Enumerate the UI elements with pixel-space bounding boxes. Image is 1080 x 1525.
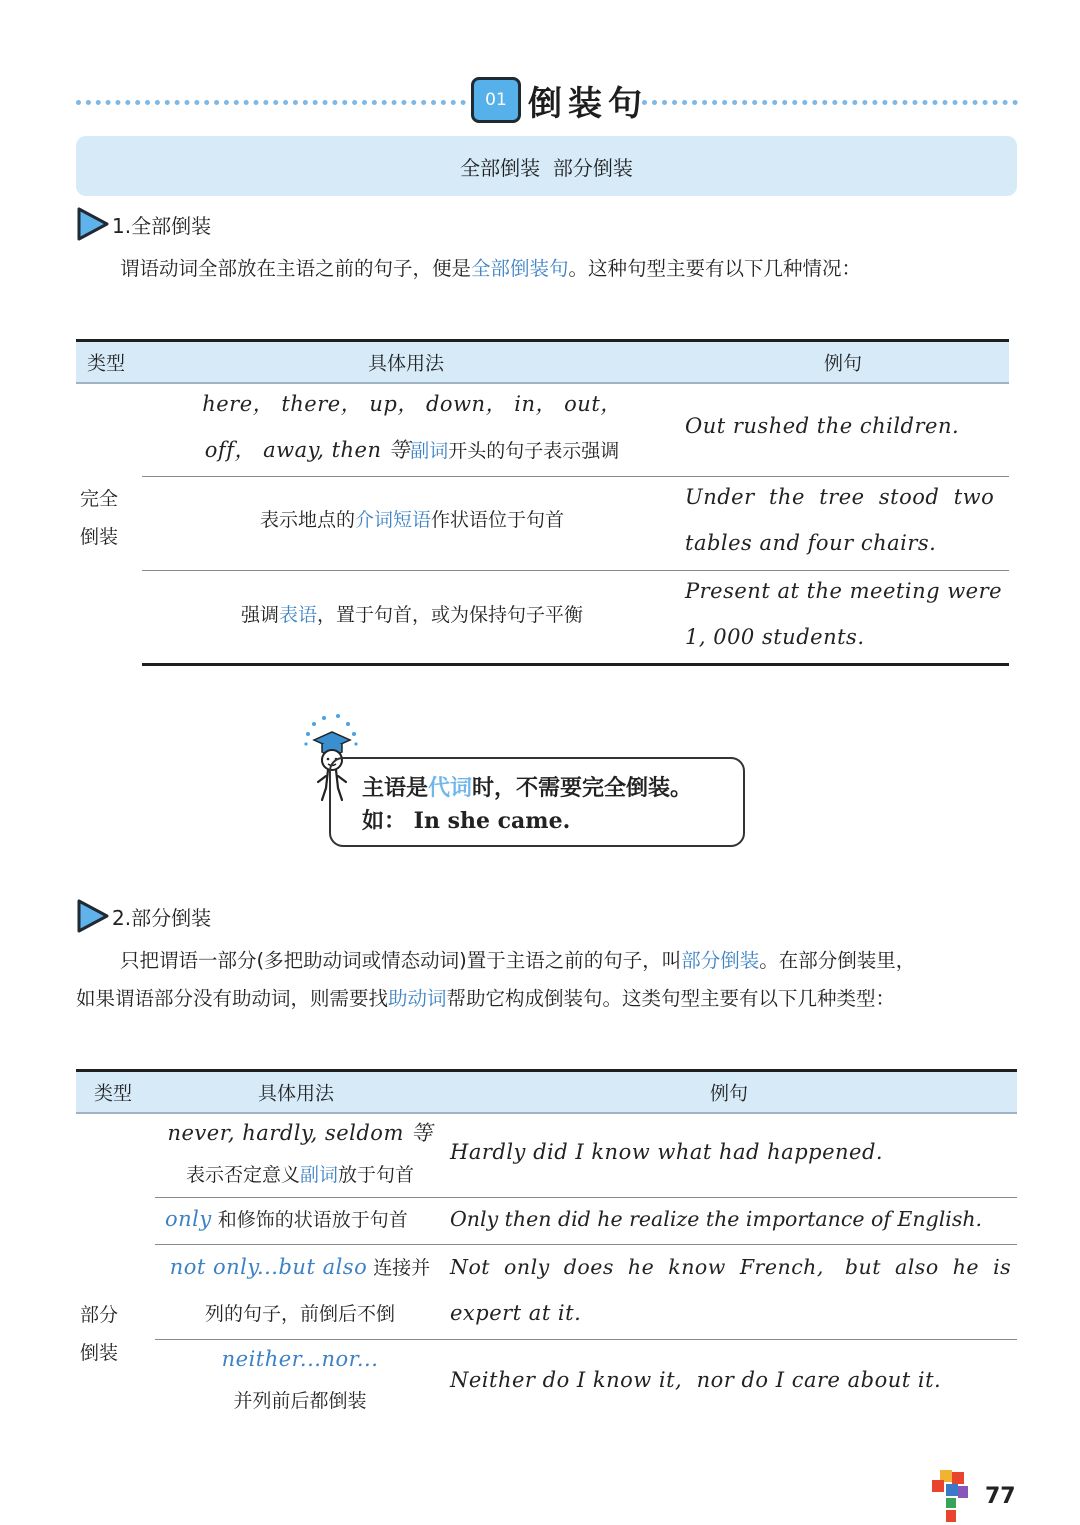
table2-header-example: 例句 (710, 1082, 749, 1105)
table1-row3-usage-pre: 强调 (240, 604, 279, 626)
page-number: 77 (985, 1484, 1016, 1509)
tip-line1 (362, 771, 692, 802)
table1-row1-usage-line2-pre: off， away, then 等 (204, 438, 411, 462)
table1-header-example: 例句 (824, 352, 863, 375)
chapter-number: 01 (471, 77, 521, 123)
table1-row1-example: Out rushed the children. (685, 414, 960, 438)
tip-line1-pre: 主语是 (362, 775, 429, 801)
play-icon (76, 898, 110, 934)
table1-row1-usage-line2-post: 开头的句子表示强调 (448, 440, 620, 462)
logo-icon (932, 1470, 972, 1524)
table2-row3-usage-post: 连接并 (367, 1257, 431, 1279)
table1-row2-usage-pre: 表示地点的 (259, 509, 355, 531)
table2-header-type: 类型 (94, 1082, 133, 1105)
section1-intro-highlight: 全部倒装句 (471, 257, 569, 280)
table2-row2-usage-highlight: only (165, 1207, 212, 1231)
table1-row3-example-line2: 1, 000 students. (685, 625, 865, 649)
tip-line1-highlight: 代词 (428, 775, 473, 801)
section1-intro-post: 。这种句型主要有以下几种情况： (568, 257, 862, 280)
section2-intro1-post: 。在部分倒装里， (759, 949, 916, 972)
table2-header (76, 1069, 1017, 1114)
section2-intro2-post: 帮助它构成倒装句。这类句型主要有以下几种类型： (446, 987, 896, 1010)
section1-title: 1.全部倒装 (112, 213, 212, 238)
section2-intro1-highlight: 部分倒装 (681, 949, 760, 972)
table2-type-line1: 部分 (80, 1304, 119, 1326)
table1-row3-example (685, 568, 1010, 660)
tip-line1-post: 时，不需要完全倒装。 (472, 775, 693, 801)
table2-row1-usage-line2 (155, 1154, 445, 1196)
section1-intro-pre: 谓语动词全部放在主语之前的句子，便是 (120, 257, 472, 280)
table1-row1-usage-line1: here， there， up， down， in， out， (202, 392, 622, 416)
table2-row3-usage-line2: 列的句子，前倒后不倒 (204, 1303, 395, 1325)
table1-type (80, 480, 118, 556)
table1-row2-example-line1: Under the tree stood two (685, 485, 995, 509)
table2-row4-example: Neither do I know it, nor do I care about it. (450, 1368, 942, 1392)
section2-intro2-pre: 如果谓语部分没有助动词，则需要找 (76, 987, 389, 1010)
section1-intro (120, 250, 861, 288)
table2-row3-usage-highlight: not only...but also (169, 1255, 368, 1279)
table1-row2-usage-post: 作状语位于句首 (431, 509, 565, 531)
table2-row3-usage-line1 (155, 1244, 445, 1291)
table2-row1-usage-line2-highlight: 副词 (299, 1164, 338, 1186)
table2-row4-usage-highlight: neither...nor... (221, 1347, 379, 1371)
table1-type-line1: 完全 (80, 488, 119, 510)
table2-row1-usage-line2-pre: 表示否定意义 (185, 1164, 300, 1186)
table2-row2-usage (165, 1196, 408, 1243)
table1-header-usage: 具体用法 (368, 352, 445, 375)
section2-intro-line1 (120, 942, 915, 980)
tip-line2: 如： In she came. (362, 808, 571, 834)
table2-row2-example: Only then did he realize the importance of English. (450, 1207, 983, 1231)
table1-row1-usage-line2 (142, 427, 682, 474)
topic-banner (76, 136, 1017, 196)
table1-row1-usage-line2-highlight: 副词 (410, 440, 449, 462)
table1-row2-example-line2: tables and four chairs. (685, 531, 937, 555)
table1-row1-usage (142, 381, 682, 474)
table2-row3-example-line2: expert at it. (450, 1301, 582, 1325)
section2-intro1-pre: 只把谓语一部分(多把助动词或情态动词)置于主语之前的句子，叫 (120, 949, 682, 972)
header-dots-left (76, 100, 466, 105)
table1-bottom-border (142, 663, 1009, 666)
table2-row4-usage-line2: 并列前后都倒装 (233, 1390, 367, 1412)
table2-type-line2: 倒装 (80, 1342, 119, 1364)
table2-row1-usage-line1: never, hardly, seldom 等 (167, 1121, 433, 1145)
table1-row2-example (685, 474, 1010, 566)
play-icon (76, 206, 110, 242)
table2-header-usage: 具体用法 (258, 1082, 335, 1105)
section2-title: 2.部分倒装 (112, 905, 212, 930)
table1-row2-usage (142, 497, 682, 543)
table2-row3-usage (155, 1244, 445, 1337)
header-dots-right (642, 100, 1018, 105)
table2-row3-example (450, 1244, 1020, 1336)
table1-header-type: 类型 (87, 352, 126, 375)
table2-row2-usage-post: 和修饰的状语放于句首 (211, 1209, 408, 1231)
topic-banner-text: 全部倒装 部分倒装 (460, 155, 633, 180)
table2-row3-example-line1: Not only does he know French, but also he is (450, 1255, 1012, 1279)
table2-row1-usage (155, 1112, 445, 1196)
table1-row3-usage-highlight: 表语 (278, 604, 317, 626)
table1-row2-usage-highlight: 介词短语 (354, 509, 431, 531)
section2-heading (76, 898, 211, 934)
table2-row1-example: Hardly did I know what had happened. (450, 1140, 884, 1164)
section1-heading (76, 206, 211, 242)
section2-intro2-highlight: 助动词 (388, 987, 447, 1010)
table2-row1-usage-line2-post: 放于句首 (338, 1164, 415, 1186)
table1-row3-example-line1: Present at the meeting were (685, 579, 1003, 603)
table1-row3-usage-post: ，置于句首，或为保持句子平衡 (317, 604, 584, 626)
table1-type-line2: 倒装 (80, 526, 119, 548)
section2-intro-line2 (76, 980, 895, 1018)
table1-row3-usage (142, 592, 682, 638)
chapter-title: 倒装句 (528, 84, 648, 124)
table2-row4-usage (155, 1338, 445, 1422)
table2-type (80, 1296, 118, 1372)
table1-header (76, 339, 1009, 384)
